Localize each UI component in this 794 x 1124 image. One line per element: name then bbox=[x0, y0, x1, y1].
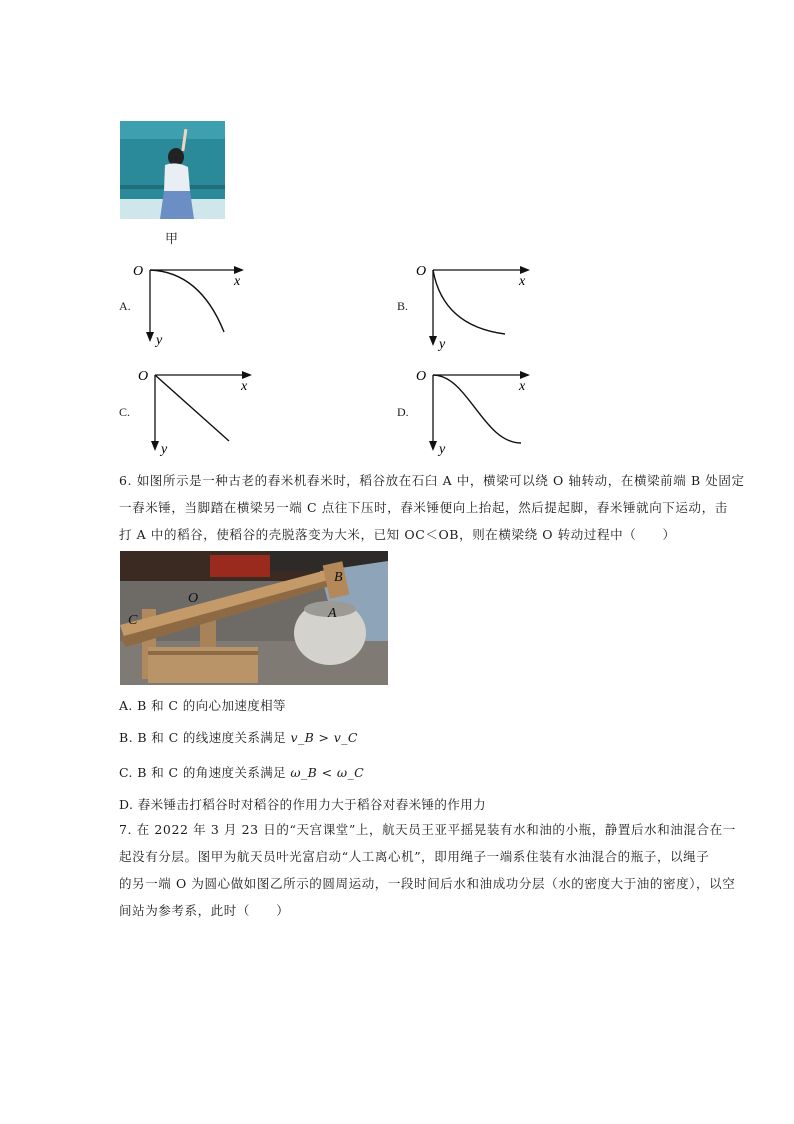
question7-line4: 间站为参考系，此时（ ） bbox=[119, 903, 290, 918]
choice-c: C. B 和 C 的角速度关系满足 ω_B < ω_C bbox=[119, 765, 365, 780]
x-axis-label: x bbox=[519, 379, 526, 394]
x-axis-label: x bbox=[234, 274, 241, 289]
question7-line3: 的另一端 O 为圆心做如图乙所示的圆周运动，一段时间后水和油成功分层（水的密度大于油的密度），以空 bbox=[119, 876, 736, 891]
formula-c: ω_B < ω_C bbox=[290, 765, 365, 780]
choice-a: A. B 和 C 的向心加速度相等 bbox=[119, 698, 286, 713]
question7-line1: 7. 在 2022 年 3 月 23 日的“天宫课堂”上，航天员王亚平摇晃装有水和油的小瓶，静置后水和油混合在一 bbox=[119, 822, 736, 837]
label-a: A bbox=[328, 606, 337, 621]
option-b-label: B. bbox=[397, 299, 409, 313]
rice-pounder-photo bbox=[120, 551, 388, 685]
y-axis-label: y bbox=[439, 442, 446, 457]
graph-a bbox=[130, 260, 260, 350]
option-c-label: C. bbox=[119, 405, 131, 419]
choice-b: B. B 和 C 的线速度关系满足 v_B > v_C bbox=[119, 730, 358, 745]
curve bbox=[433, 270, 505, 334]
figure-jia-photo bbox=[120, 121, 225, 219]
x-axis-label: x bbox=[241, 379, 248, 394]
label-o: O bbox=[188, 591, 199, 606]
curve bbox=[433, 375, 521, 443]
origin-label: O bbox=[133, 264, 144, 279]
option-d-label: D. bbox=[397, 405, 409, 419]
curve bbox=[150, 270, 224, 332]
question7-line2: 起没有分层。图甲为航天员叶光富启动“人工离心机”，即用绳子一端系住装有水油混合的瓶子，以绳子 bbox=[119, 849, 710, 864]
figure-jia-caption: 甲 bbox=[165, 232, 179, 247]
label-c: C bbox=[128, 613, 138, 628]
origin-label: O bbox=[416, 369, 427, 384]
choice-d: D. 舂米锤击打稻谷时对稻谷的作用力大于稻谷对舂米锤的作用力 bbox=[119, 797, 487, 812]
option-a-label: A. bbox=[119, 299, 131, 313]
origin-label: O bbox=[416, 264, 427, 279]
question6-line1: 6. 如图所示是一种古老的舂米机舂米时，稻谷放在石臼 A 中，横梁可以绕 O 轴转动，在横梁前端 B 处固定 bbox=[119, 473, 745, 488]
graph-d bbox=[413, 365, 543, 460]
formula-b: v_B > v_C bbox=[290, 730, 358, 745]
question6-line3: 打 A 中的稻谷，使稻谷的壳脱落变为大米，已知 OC＜OB，则在横梁绕 O 转动过程中（ ） bbox=[119, 527, 676, 542]
graph-c bbox=[135, 365, 265, 460]
curve bbox=[155, 375, 229, 441]
graph-b bbox=[413, 260, 543, 355]
y-axis-label: y bbox=[156, 333, 163, 348]
y-axis-label: y bbox=[439, 337, 446, 352]
y-axis-label: y bbox=[161, 442, 168, 457]
question6-line2: 一舂米锤，当脚踏在横梁另一端 C 点往下压时，舂米锤便向上抬起，然后提起脚，舂米锤就向下运动，击 bbox=[119, 500, 728, 515]
label-b: B bbox=[334, 570, 343, 585]
x-axis-label: x bbox=[519, 274, 526, 289]
origin-label: O bbox=[138, 369, 149, 384]
